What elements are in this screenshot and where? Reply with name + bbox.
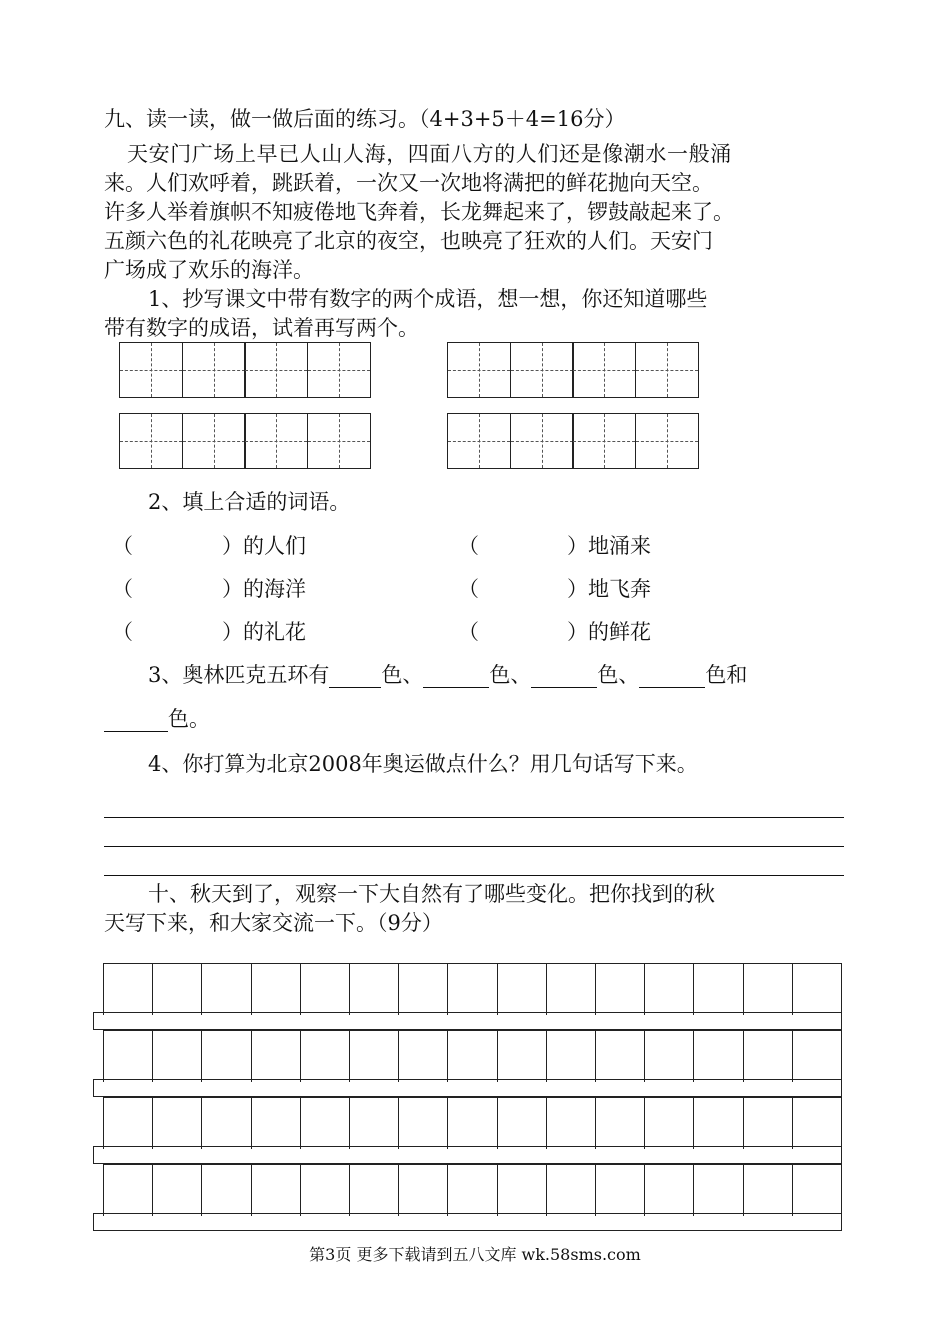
compose-cell[interactable] [350, 1165, 399, 1216]
grid-cell[interactable] [119, 342, 183, 398]
color-blank[interactable] [639, 665, 705, 688]
compose-cell[interactable] [202, 1031, 251, 1082]
q3-prefix: 3、奥林匹克五环有 [148, 663, 330, 687]
q3-and: 色和 [705, 663, 748, 687]
compose-cell[interactable] [645, 964, 694, 1015]
compose-cell[interactable] [104, 1098, 153, 1149]
idiom-grid-4[interactable] [447, 413, 699, 469]
paren-open: （ [458, 620, 479, 644]
paren-open: （ [112, 534, 133, 558]
compose-cell[interactable] [104, 964, 153, 1015]
grid-cell[interactable] [510, 413, 574, 469]
compose-cell[interactable] [793, 1031, 841, 1082]
compose-cell[interactable] [744, 1165, 793, 1216]
compose-cell[interactable] [153, 964, 202, 1015]
writing-line[interactable] [104, 875, 844, 876]
compose-cell[interactable] [596, 1165, 645, 1216]
row-gap [93, 1146, 842, 1164]
compose-cell[interactable] [645, 1165, 694, 1216]
paren-open: （ [458, 534, 479, 558]
compose-cell[interactable] [399, 1098, 448, 1149]
grid-cell[interactable] [119, 413, 183, 469]
compose-row[interactable] [103, 1030, 842, 1082]
compose-cell[interactable] [596, 964, 645, 1015]
compose-cell[interactable] [202, 1165, 251, 1216]
question-1: 1、抄写课文中带有数字的两个成语，想一想，你还知道哪些 [148, 287, 708, 311]
grid-cell[interactable] [510, 342, 574, 398]
row-gap [93, 1213, 842, 1231]
passage-line: 来。人们欢呼着，跳跃着，一次又一次地将满把的鲜花抛向天空。 [104, 171, 713, 195]
compose-cell[interactable] [399, 1031, 448, 1082]
writing-line[interactable] [104, 817, 844, 818]
compose-cell[interactable] [104, 1031, 153, 1082]
compose-cell[interactable] [399, 964, 448, 1015]
compose-cell[interactable] [448, 1098, 497, 1149]
compose-cell[interactable] [301, 1165, 350, 1216]
compose-cell[interactable] [301, 964, 350, 1015]
compose-cell[interactable] [350, 964, 399, 1015]
grid-cell[interactable] [572, 342, 636, 398]
compose-cell[interactable] [202, 964, 251, 1015]
paren-open: （ [112, 577, 133, 601]
passage-line: 广场成了欢乐的海洋。 [104, 258, 314, 282]
compose-cell[interactable] [793, 1165, 841, 1216]
q3-color: 色、 [597, 663, 640, 687]
section10-title: 十、秋天到了，观察一下大自然有了哪些变化。把你找到的秋 [148, 882, 715, 906]
question-4: 4、你打算为北京2008年奥运做点什么？用几句话写下来。 [148, 752, 698, 776]
compose-cell[interactable] [547, 1098, 596, 1149]
page-footer: 第3页 更多下载请到五八文库 wk.58sms.com [309, 1245, 641, 1264]
grid-cell[interactable] [244, 413, 308, 469]
compose-cell[interactable] [153, 1098, 202, 1149]
compose-cell[interactable] [645, 1098, 694, 1149]
fill-item[interactable]: ）的人们 [222, 534, 306, 558]
q3-end: 色。 [168, 707, 210, 731]
color-blank[interactable] [531, 665, 597, 688]
compose-cell[interactable] [104, 1165, 153, 1216]
compose-row[interactable] [103, 963, 842, 1015]
compose-cell[interactable] [498, 1165, 547, 1216]
compose-cell[interactable] [498, 964, 547, 1015]
grid-cell[interactable] [635, 342, 699, 398]
passage-line: 许多人举着旗帜不知疲倦地飞奔着，长龙舞起来了，锣鼓敲起来了。 [104, 200, 734, 224]
compose-row[interactable] [103, 1097, 842, 1149]
paren-open: （ [112, 620, 133, 644]
question-2: 2、填上合适的词语。 [148, 490, 351, 514]
fill-item[interactable]: ）的礼花 [222, 620, 306, 644]
question-1-cont: 带有数字的成语，试着再写两个。 [104, 316, 419, 340]
row-gap [93, 1079, 842, 1097]
grid-cell[interactable] [307, 342, 371, 398]
row-gap [93, 1012, 842, 1030]
compose-cell[interactable] [448, 964, 497, 1015]
idiom-grid-2[interactable] [447, 342, 699, 398]
compose-cell[interactable] [448, 1031, 497, 1082]
compose-cell[interactable] [301, 1031, 350, 1082]
compose-cell[interactable] [153, 1031, 202, 1082]
compose-cell[interactable] [252, 964, 301, 1015]
color-blank[interactable] [329, 665, 381, 688]
q3-color: 色、 [489, 663, 532, 687]
compose-cell[interactable] [596, 1031, 645, 1082]
compose-cell[interactable] [498, 1031, 547, 1082]
compose-cell[interactable] [694, 1165, 743, 1216]
color-blank[interactable] [104, 709, 168, 732]
fill-item[interactable]: ）的海洋 [222, 577, 306, 601]
question-3 [148, 662, 747, 688]
compose-cell[interactable] [399, 1165, 448, 1216]
passage-line: 天安门广场上早已人山人海，四面八方的人们还是像潮水一般涌 [127, 142, 732, 166]
compose-cell[interactable] [793, 964, 841, 1015]
compose-cell[interactable] [350, 1031, 399, 1082]
compose-cell[interactable] [252, 1031, 301, 1082]
compose-cell[interactable] [252, 1098, 301, 1149]
compose-cell[interactable] [547, 1165, 596, 1216]
compose-cell[interactable] [202, 1098, 251, 1149]
fill-item[interactable]: ）地涌来 [567, 534, 651, 558]
compose-cell[interactable] [694, 1031, 743, 1082]
compose-cell[interactable] [645, 1031, 694, 1082]
compose-cell[interactable] [350, 1098, 399, 1149]
grid-cell[interactable] [635, 413, 699, 469]
idiom-grid-3[interactable] [119, 413, 371, 469]
compose-cell[interactable] [498, 1098, 547, 1149]
grid-cell[interactable] [572, 413, 636, 469]
fill-item[interactable]: ）地飞奔 [567, 577, 651, 601]
grid-cell[interactable] [244, 342, 308, 398]
compose-cell[interactable] [252, 1165, 301, 1216]
compose-cell[interactable] [744, 1031, 793, 1082]
q3-color: 色、 [381, 663, 424, 687]
writing-line[interactable] [104, 846, 844, 847]
color-blank[interactable] [423, 665, 489, 688]
paren-open: （ [458, 577, 479, 601]
compose-row[interactable] [103, 1164, 842, 1216]
compose-cell[interactable] [301, 1098, 350, 1149]
question-3-cont [104, 706, 210, 732]
compose-cell[interactable] [744, 964, 793, 1015]
compose-cell[interactable] [793, 1098, 841, 1149]
compose-cell[interactable] [547, 964, 596, 1015]
grid-cell[interactable] [182, 342, 246, 398]
compose-cell[interactable] [694, 1098, 743, 1149]
compose-cell[interactable] [744, 1098, 793, 1149]
compose-cell[interactable] [153, 1165, 202, 1216]
compose-cell[interactable] [547, 1031, 596, 1082]
grid-cell[interactable] [447, 342, 511, 398]
compose-cell[interactable] [448, 1165, 497, 1216]
grid-cell[interactable] [182, 413, 246, 469]
fill-item[interactable]: ）的鲜花 [567, 620, 651, 644]
section9-title: 九、读一读，做一做后面的练习。（4+3+5＋4=16分） [104, 107, 626, 131]
compose-cell[interactable] [596, 1098, 645, 1149]
compose-cell[interactable] [694, 964, 743, 1015]
section10-title-cont: 天写下来，和大家交流一下。（9分） [104, 911, 443, 935]
grid-cell[interactable] [307, 413, 371, 469]
idiom-grid-1[interactable] [119, 342, 371, 398]
passage-line: 五颜六色的礼花映亮了北京的夜空，也映亮了狂欢的人们。天安门 [104, 229, 713, 253]
grid-cell[interactable] [447, 413, 511, 469]
